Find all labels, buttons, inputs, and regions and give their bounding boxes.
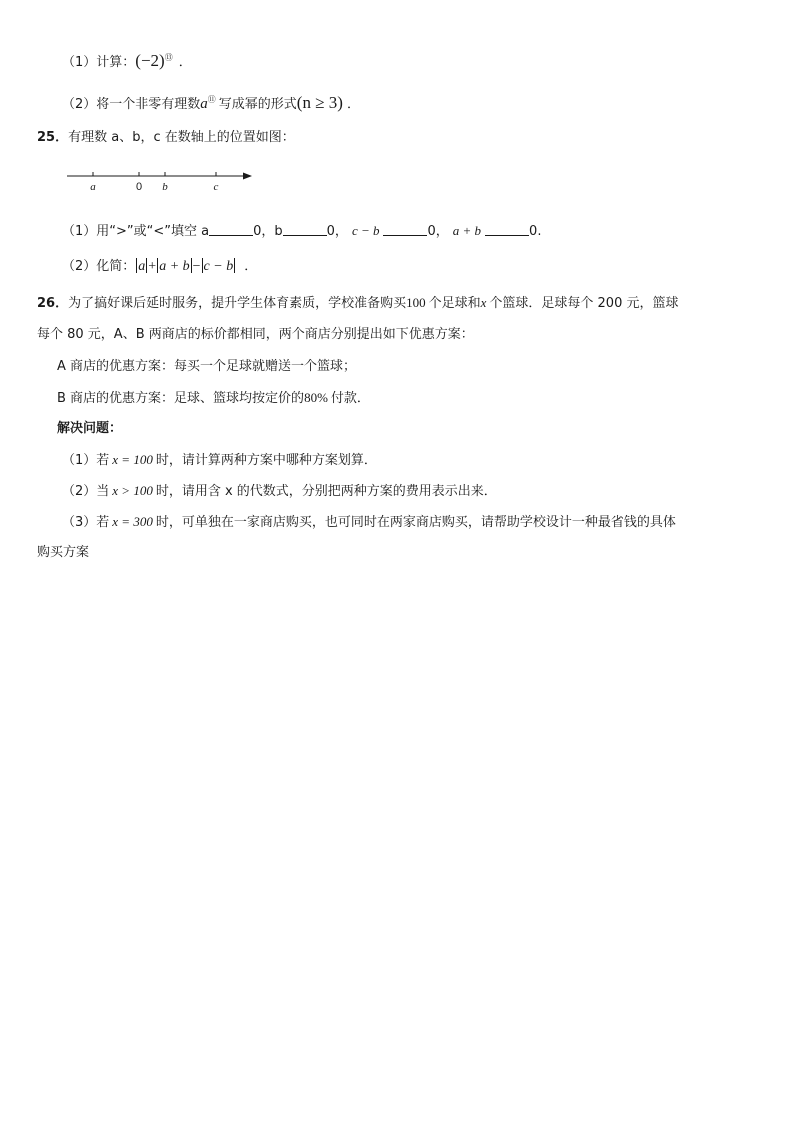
number-line-label-c: c: [213, 181, 219, 193]
q26-part1: [62, 450, 377, 471]
q25-part2-expression: [135, 259, 236, 274]
q26-part3: [62, 512, 676, 533]
q26-number: 26．: [37, 296, 69, 311]
q24-part1-expression: (−2): [135, 51, 165, 70]
q26-part3-prefix: （3）若: [62, 515, 110, 530]
q26-stem-x: x: [480, 295, 487, 310]
q25-stem-text: 有理数 a、b，c 在数轴上的位置如图：: [68, 130, 295, 145]
q25-blank-a[interactable]: [209, 223, 253, 236]
q24-part2-end: ．: [346, 97, 360, 112]
q24-part1-exponent: ⑬: [164, 53, 173, 62]
q25-part1-zero-a: 0，: [253, 224, 275, 239]
q26-stem-count: 100: [406, 295, 426, 310]
q26-plan-b: [57, 388, 370, 409]
q24-part2-condition: (n ≥ 3): [296, 93, 343, 112]
q26-stem-b: 个足球和: [428, 296, 481, 311]
q25-part2: [62, 257, 257, 277]
q26-part2-rest: 时，请用含 x 的代数式，分别把两种方案的费用表示出来．: [155, 484, 497, 499]
q26-stem-c: 个篮球．足球每个 200 元，篮球: [489, 296, 679, 311]
q25-part1: [62, 221, 541, 242]
q26-part3-rest: 时，可单独在一家商店购买，也可同时在两家商店购买，请帮助学校设计一种最省钱的具体: [155, 515, 676, 530]
q25-blank-ab[interactable]: [485, 223, 529, 236]
q24-part1-end: ．: [178, 55, 192, 70]
q26-part1-math: x = 100: [112, 452, 153, 467]
q25-abs-term2: a + b: [159, 259, 190, 274]
q26-part3-math: x = 300: [112, 514, 153, 529]
q26-part2-prefix: （2）当: [62, 484, 110, 499]
q25-blank-b[interactable]: [283, 223, 327, 236]
q24-part2-variable: a: [200, 96, 208, 112]
q25-number: 25．: [37, 130, 69, 145]
q26-solve-title: 解决问题：: [57, 421, 123, 436]
number-line-label-zero: 0: [135, 181, 143, 193]
q25-part1-b: b: [274, 224, 283, 239]
q25-part2-end: ．: [244, 259, 258, 274]
q26-part1-prefix: （1）若: [62, 453, 110, 468]
q25-part1-zero-cb: 0，: [427, 224, 449, 239]
q24-part1: [62, 48, 192, 73]
q26-part2-math: x > 100: [112, 483, 153, 498]
q26-stem-line1: [37, 293, 678, 314]
q25-plus-sign: +: [148, 259, 157, 274]
q25-part1-a-plus-b: a + b: [452, 223, 482, 238]
q25-abs-term1: a: [138, 259, 146, 274]
q26-part1-rest: 时，请计算两种方案中哪种方案划算．: [155, 453, 377, 468]
q24-part2-prefix: （2）将一个非零有理数: [62, 97, 201, 112]
q25-part1-prefix: （1）用“>”或“<”填空 a: [62, 224, 210, 239]
q25-minus-sign: −: [192, 259, 201, 274]
q26-stem-a: 为了搞好课后延时服务，提升学生体育素质，学校准备购买: [68, 296, 407, 311]
q24-part1-prefix: （1）计算：: [62, 55, 136, 70]
q24-part2-exponent: ⑪: [207, 95, 216, 104]
number-line-label-a: a: [90, 181, 96, 193]
number-line-figure: [60, 166, 260, 196]
q26-part3-line2: 购买方案: [37, 545, 90, 560]
number-line-label-b: b: [162, 181, 168, 193]
q26-plan-b-text: B 商店的优惠方案：足球、篮球均按定价的: [57, 391, 305, 406]
q25-part2-prefix: （2）化简：: [62, 259, 136, 274]
q25-part1-end: 0.: [529, 224, 542, 239]
q25-part1-c-minus-b: c − b: [351, 223, 380, 238]
q25-stem: [37, 128, 295, 148]
q25-blank-cb[interactable]: [383, 223, 427, 236]
q24-part2: [62, 90, 360, 115]
q25-abs-term3: c − b: [203, 259, 234, 274]
q26-plan-b-percent: 80%: [304, 390, 328, 405]
number-line-arrow: [243, 173, 252, 180]
q25-part1-zero-b: 0，: [326, 224, 348, 239]
q26-stem-line2: 每个 80 元，A、B 两商店的标价都相同，两个商店分别提出如下优惠方案：: [37, 327, 474, 342]
q26-plan-b-end: 付款．: [330, 391, 370, 406]
q26-part2: [62, 481, 497, 502]
q24-part2-middle: 写成幂的形式: [218, 97, 297, 112]
q26-plan-a: A 商店的优惠方案：每买一个足球就赠送一个篮球；: [57, 359, 357, 374]
